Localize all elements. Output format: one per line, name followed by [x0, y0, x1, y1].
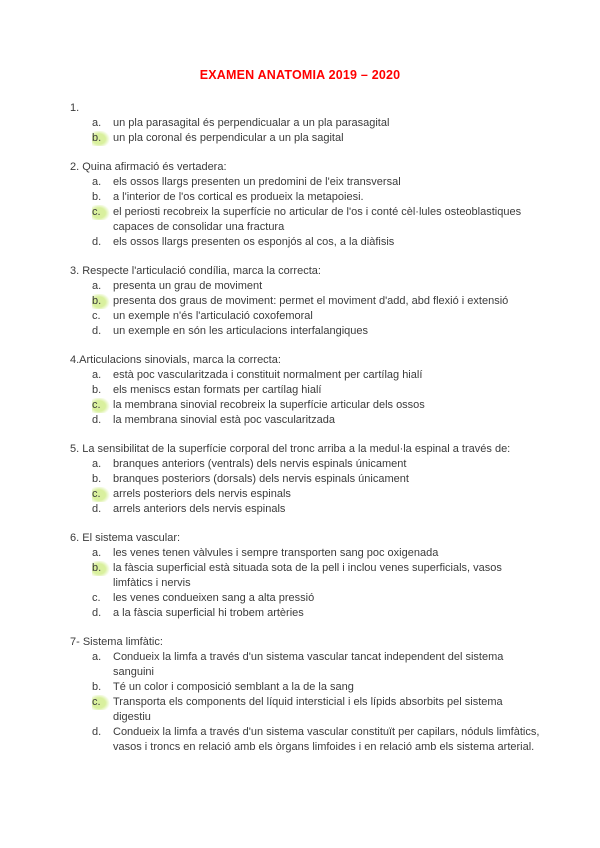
option-row — [70, 205, 540, 235]
option-letter: b. — [92, 473, 102, 485]
option-text: els meniscs estan formats per cartílag hialí — [113, 384, 322, 396]
option-text: Té un color i composició semblant a la de la sang — [113, 681, 354, 693]
option-letter: a. — [92, 651, 102, 663]
question-4 — [70, 353, 540, 428]
option-text: les venes tenen vàlvules i sempre transporten sang poc oxigenada — [113, 547, 439, 559]
option-row — [70, 309, 540, 324]
option-letter-highlighted: c. — [92, 205, 113, 220]
option-text: a l'interior de l'os cortical es produeix la metapoiesi. — [113, 191, 364, 203]
question-6-header: 6. El sistema vascular: — [70, 532, 181, 544]
option-row — [70, 650, 540, 680]
option-row — [70, 680, 540, 695]
option-text: arrels anteriors dels nervis espinals — [113, 503, 286, 515]
option-letter: d. — [92, 726, 102, 738]
question-7 — [70, 635, 540, 755]
option-text: presenta dos graus de moviment: permet el moviment d'add, abd flexió i extensió — [113, 295, 509, 307]
option-row — [70, 546, 540, 561]
option-row — [70, 398, 540, 413]
question-2-header: 2. Quina afirmació és vertadera: — [70, 161, 227, 173]
option-text: branques posteriors (dorsals) dels nervis espinals únicament — [113, 473, 409, 485]
option-row — [70, 591, 540, 606]
option-letter: a. — [92, 117, 102, 129]
option-letter: b. — [92, 681, 102, 693]
option-row — [70, 561, 540, 591]
option-letter: a. — [92, 547, 102, 559]
option-row — [70, 487, 540, 502]
option-text: un pla parasagital és perpendicualar a un pla parasagital — [113, 117, 390, 129]
question-3 — [70, 264, 540, 339]
option-letter: a. — [92, 458, 102, 470]
option-row — [70, 457, 540, 472]
option-text: Condueix la limfa a través d'un sistema vascular constituït per capilars, nóduls limfàtics, vasos i troncs en relació amb els òrgans limfoides i en relació amb els sistema arterial. — [113, 726, 540, 753]
document-content — [0, 101, 600, 755]
option-row — [70, 725, 540, 755]
question-4-header: 4.Articulacions sinovials, marca la correcta: — [70, 354, 281, 366]
question-3-header: 3. Respecte l'articulació condília, marca la correcta: — [70, 265, 321, 277]
option-text: presenta un grau de moviment — [113, 280, 263, 292]
option-row — [70, 383, 540, 398]
option-row — [70, 131, 540, 146]
option-letter: a. — [92, 280, 102, 292]
option-row — [70, 413, 540, 428]
option-text: arrels posteriors dels nervis espinals — [113, 488, 291, 500]
option-row — [70, 324, 540, 339]
question-5-header: 5. La sensibilitat de la superfície corporal del tronc arriba a la medul·la espinal a través de: — [70, 443, 511, 455]
option-text: els ossos llargs presenten un predomini de l'eix transversal — [113, 176, 401, 188]
option-letter: d. — [92, 607, 102, 619]
option-letter: d. — [92, 236, 102, 248]
option-letter: d. — [92, 414, 102, 426]
option-letter: c. — [92, 592, 101, 604]
option-row — [70, 190, 540, 205]
question-5 — [70, 442, 540, 517]
question-2 — [70, 160, 540, 250]
option-text: un exemple en són les articulacions interfalangiques — [113, 325, 368, 337]
option-text: el periosti recobreix la superfície no articular de l'os i conté cèl·lules osteoblastiques capaces de consolidar una fractura — [113, 206, 522, 233]
option-letter-highlighted: b. — [92, 561, 113, 576]
option-row — [70, 695, 540, 725]
option-letter-highlighted: b. — [92, 294, 113, 309]
option-letter: a. — [92, 369, 102, 381]
option-text: Condueix la limfa a través d'un sistema vascular tancat independent del sistema sanguini — [113, 651, 504, 678]
question-7-header: 7- Sistema limfàtic: — [70, 636, 163, 648]
option-row — [70, 235, 540, 250]
option-row — [70, 502, 540, 517]
option-row — [70, 116, 540, 131]
question-1 — [70, 101, 540, 146]
option-text: està poc vascularitzada i constituit normalment per cartílag hialí — [113, 369, 423, 381]
option-row — [70, 472, 540, 487]
question-6 — [70, 531, 540, 621]
option-letter-highlighted: c. — [92, 695, 113, 710]
option-row — [70, 606, 540, 621]
option-text: la membrana sinovial està poc vascularitzada — [113, 414, 335, 426]
option-letter: d. — [92, 325, 102, 337]
option-text: les venes condueixen sang a alta pressió — [113, 592, 315, 604]
option-row — [70, 368, 540, 383]
option-letter: a. — [92, 176, 102, 188]
option-row — [70, 294, 540, 309]
option-text: la membrana sinovial recobreix la superfície articular dels ossos — [113, 399, 425, 411]
option-text: la fàscia superficial està situada sota de la pell i inclou venes superficials, vasos limfàtics i nervis — [113, 562, 502, 589]
page-title: EXAMEN ANATOMIA 2019 – 2020 — [199, 68, 401, 82]
option-text: un exemple n'és l'articulació coxofemoral — [113, 310, 313, 322]
option-letter-highlighted: c. — [92, 487, 113, 502]
option-text: Transporta els components del líquid intersticial i els lípids absorbits pel sistema digestiu — [113, 696, 503, 723]
option-letter-highlighted: b. — [92, 131, 113, 146]
option-row — [70, 175, 540, 190]
option-letter: c. — [92, 310, 101, 322]
option-letter: d. — [92, 503, 102, 515]
option-row — [70, 279, 540, 294]
option-text: branques anteriors (ventrals) dels nervis espinals únicament — [113, 458, 407, 470]
question-1-header: 1. — [70, 102, 80, 114]
option-text: els ossos llargs presenten os esponjós al cos, a la diàfisis — [113, 236, 395, 248]
option-letter: b. — [92, 191, 102, 203]
option-letter-highlighted: c. — [92, 398, 113, 413]
option-text: un pla coronal és perpendicular a un pla sagital — [113, 132, 344, 144]
option-text: a la fàscia superficial hi trobem artèries — [113, 607, 304, 619]
option-letter: b. — [92, 384, 102, 396]
